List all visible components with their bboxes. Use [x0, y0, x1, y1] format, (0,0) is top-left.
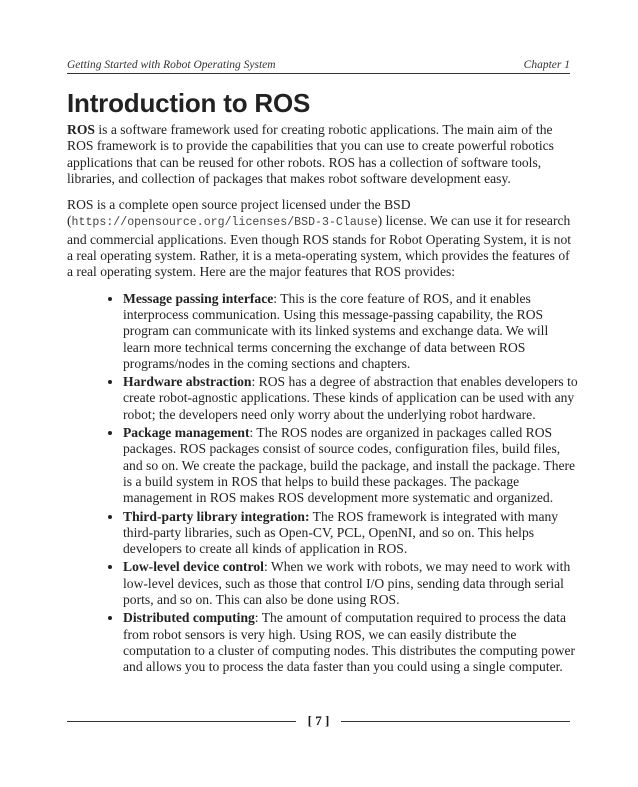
list-item [123, 559, 578, 608]
header-divider [67, 73, 570, 74]
license-text-before: ROS is a complete open source project licensed under the BSD ( [67, 197, 411, 229]
feature-term: Hardware abstraction [123, 374, 252, 390]
feature-list [67, 291, 578, 676]
list-item [123, 374, 578, 423]
header-book-title: Getting Started with Robot Operating System [67, 59, 276, 71]
intro-text: is a software framework used for creating robotic applications. The main aim of the ROS framework is to provide the capabilities that you can use to create powerful robotics applications that can be reused for other robots. ROS has a collection of software tools, libraries, and collection of packages that makes robot software development easy. [67, 122, 554, 186]
footer-rule-left [67, 721, 296, 722]
list-item [123, 425, 578, 506]
list-item [123, 509, 578, 558]
section-title: Introduction to ROS [67, 88, 311, 118]
feature-text: : When we work with robots, we may need to work with low-level devices, such as those that control I/O pins, sending data through serial ports, and so on. This can also be done using ROS. [123, 559, 571, 608]
feature-term: Third-party library integration: [123, 508, 310, 524]
page-number: [ 7 ] [307, 713, 330, 728]
footer-rule-right [341, 721, 570, 722]
intro-paragraph [67, 122, 578, 187]
page-header [67, 53, 570, 71]
feature-text: The ROS framework is integrated with many third-party libraries, such as Open-CV, PCL, OpenNI, and so on. This helps developers to create all kinds of application in ROS. [123, 508, 559, 557]
license-link[interactable]: https://opensource.org/licenses/BSD-3-Clause [71, 216, 378, 230]
feature-term: Message passing interface [123, 290, 274, 306]
feature-text: : This is the core feature of ROS, and it enables interprocess communication. Using this message-passing capability, the ROS program can communicate with its linked systems and exchange data. We will learn more technical terms concerning the exchange of data between ROS programs/nodes in the coming sections and chapters. [123, 290, 549, 371]
page-footer [67, 711, 570, 731]
intro-lead: ROS [67, 122, 95, 137]
list-item [123, 610, 578, 675]
body-content [67, 122, 578, 678]
header-chapter: Chapter 1 [523, 59, 570, 71]
list-item [123, 291, 578, 372]
feature-term: Distributed computing [123, 610, 255, 626]
feature-term: Package management [123, 425, 250, 441]
feature-term: Low-level device control [123, 559, 264, 575]
feature-text: : ROS has a degree of abstraction that enables developers to create robot-agnostic applications. These kinds of application can be used with any robot; the developers need only worry about the underlying robot hardware. [123, 374, 578, 422]
license-text-after: ) license. We can use it for research and commercial applications. Even though ROS stands for Robot Operating System, it is not a real operating system. Rather, it is a meta-operating system, which provides the features of a real operating system. Here are the major features that ROS provides: [67, 213, 572, 280]
license-paragraph [67, 197, 578, 280]
feature-text: : The amount of computation required to process the data from robot sensors is very high. Using ROS, we can easily distribute the computation to a cluster of computing nodes. This distributes the computing power and allows you to process the data faster than you could using a single computer. [123, 610, 576, 675]
feature-text: : The ROS nodes are organized in packages called ROS packages. ROS packages consist of source codes, configuration files, build files, and so on. We create the package, build the package, and install the package. There is a build system in ROS that helps to build these packages. The package management in ROS makes ROS development more systematic and organized. [123, 425, 576, 506]
